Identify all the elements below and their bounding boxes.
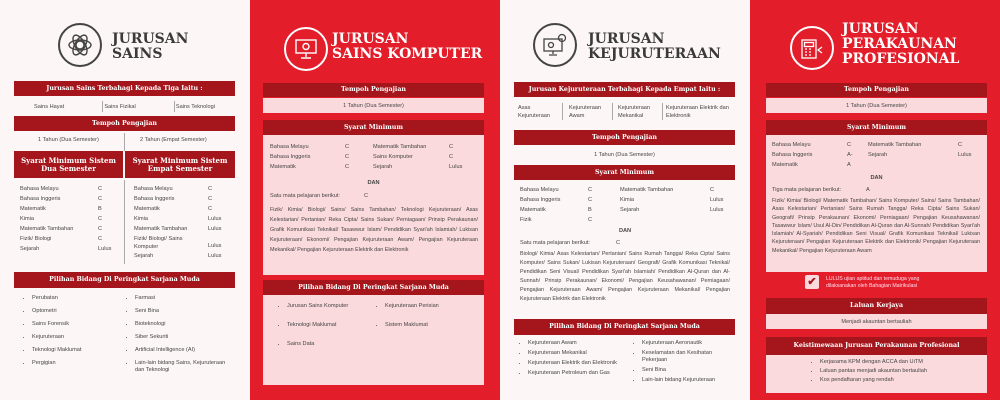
subject-name: Bahasa Melayu (20, 186, 59, 192)
pilihan-list-right (632, 340, 737, 387)
syarat-list-left (520, 185, 608, 225)
syarat-dua-heading: Syarat Minimum Sistem Dua Semester (14, 151, 123, 178)
pilihan-list-right (125, 295, 235, 380)
list-item: • Keselamatan dan Kesihatan Pekerjaan (642, 350, 737, 364)
dan-label: DAN (618, 228, 632, 234)
list-item: • Kejuruteraan (32, 334, 122, 341)
tempoh-heading: Tempoh Pengajian (766, 83, 987, 97)
subject-name: Bahasa Inggeris (270, 154, 311, 160)
list-item: • Sistem Maklumat (385, 322, 475, 329)
list-item: • Siber Sekuriti (135, 334, 235, 341)
list-item: • Kerjasama KPM dengan ACCA dan UiTM (820, 359, 980, 366)
list-item: • Laluan pantas menjadi akauntan bertauliah (820, 368, 980, 375)
stream-item: Sains Hayat (34, 103, 65, 110)
syarat-dua-list (20, 184, 118, 254)
requirement-row (270, 162, 365, 172)
list-item: • Lain-lain bidang Kejuruteraan (642, 377, 737, 384)
subject-name: Sejarah (134, 253, 154, 259)
pilihan-list-left (22, 295, 122, 373)
subject-grade: Lulus (208, 226, 222, 232)
page-title: JURUSAN SAINS (112, 31, 189, 62)
requirement-row (20, 214, 118, 224)
subject-grade: C (208, 196, 213, 202)
computer-monitor-icon (284, 27, 328, 71)
satu-grade: C (616, 240, 621, 246)
tempoh-value (766, 98, 987, 113)
subject-name: Sains Komputer (373, 154, 413, 160)
tempoh-heading: Tempoh Pengajian (263, 83, 484, 97)
pilihan-list-right (375, 303, 475, 341)
syarat-heading: Syarat Minimum (263, 120, 484, 135)
requirement-row (20, 244, 118, 254)
subject-grade: C (98, 226, 103, 232)
list-item: • Bioteknologi (135, 321, 235, 328)
subject-name: Sejarah (868, 152, 888, 158)
subject-grade: C (98, 216, 103, 222)
stream-item: Kejuruteraan Awam (569, 105, 602, 119)
subjects-list: Fizik/ Kimia/ Biologi/ Matematik Tambahan/ Sains Komputer/ Sains/ Sains Tambahan/ Asas Kelestarian/ Pertanian/ Sains Rumah Tangga/ Reka Cipta/ Sains Sukan/ Geografi/ Prinsip Perakaunan/ Ekonomi/ Perniagaan/ Pengajian Keusahawanan/ Tasawwur Islam/ Usul Al-Din/ Pendidikan Al-Quran dan Al-Sunnah/ Pendidikan Syari'ah Islamiah/ Al-Syariah/ Pendidikan Seni Visual/ Grafik Komunikasi Teknikal/ Lukisan Kejuruteraan/ Pengajian Kejuruteraan Elektrik dan Elektronik/ Pengajian Kejuruteraan Mekanikal/ Pengajian Kejuruteraan Awam (772, 198, 980, 254)
list-item: • Pergigian (32, 360, 122, 367)
pilihan-heading: Pilihan Bidang Di Peringkat Sarjana Muda (263, 280, 484, 295)
requirement-row (134, 234, 228, 251)
stream-item: Kejuruteraan Mekanikal (618, 105, 651, 119)
subject-name: Kimia (20, 216, 34, 222)
subject-grade: C (958, 142, 963, 148)
list-item: • Lain-lain bidang Sains, Kejuruteraan dan Teknologi (135, 360, 235, 374)
pilihan-box (263, 295, 484, 385)
subject-name: Bahasa Melayu (520, 187, 559, 193)
subject-grade: B (98, 206, 102, 212)
tempoh-text: 1 Tahun (Dua Semester) (594, 152, 655, 158)
panel-kejuruteraan (500, 0, 750, 400)
tempoh-value (514, 149, 735, 161)
requirement-row (772, 160, 867, 170)
list-item: • Sains Forensik (32, 321, 122, 328)
subject-name: Sejarah (620, 207, 640, 213)
subject-name: Matematik Tambahan (620, 187, 674, 193)
stream-item: Asas Kejuruteraan (518, 105, 551, 119)
subject-grade: C (588, 187, 593, 193)
list-item: • Farmasi (135, 295, 235, 302)
laluan-value (766, 314, 987, 329)
subject-name: Kimia (134, 216, 148, 222)
subject-name: Sejarah (373, 164, 393, 170)
subject-name: Matematik Tambahan (20, 226, 74, 232)
list-item: • Kejuruteraan Petroleum dan Gas (528, 370, 638, 377)
laluan-heading: Laluan Kerjaya (766, 298, 987, 314)
list-item: • Kejuruteraan Awam (528, 340, 638, 347)
stream-item: Sains Teknologi (175, 103, 215, 110)
list-item: • Teknologi Maklumat (32, 347, 122, 354)
requirement-row (520, 195, 608, 205)
stream-item: Sains Fizikal (104, 103, 136, 110)
requirement-row (373, 142, 469, 152)
requirement-row (520, 205, 608, 215)
list-item: • Kejuruteraan Mekanikal (528, 350, 638, 357)
tempoh-heading: Tempoh Pengajian (14, 116, 235, 131)
subject-grade: C (588, 197, 593, 203)
requirement-row (620, 195, 730, 205)
syarat-heading: Syarat Minimum (514, 165, 735, 180)
syarat-box (766, 135, 987, 272)
tiga-label: Tiga mata pelajaran berikut: (772, 187, 842, 193)
list-item: • Seni Bina (642, 367, 737, 374)
list-item: • Sains Data (287, 341, 377, 348)
requirement-row (373, 162, 469, 172)
requirement-row (134, 251, 228, 261)
tiga-grade: A (866, 187, 870, 193)
pilihan-heading: Pilihan Bidang Di Peringkat Sarjana Muda (514, 319, 735, 335)
requirement-row (520, 185, 608, 195)
list-item: • Artificial Intelligence (AI) (135, 347, 235, 354)
pilihan-heading: Pilihan Bidang Di Peringkat Sarjana Muda (14, 272, 235, 288)
requirement-row (772, 150, 867, 160)
subject-grade: C (345, 154, 350, 160)
page-title: JURUSAN PERAKAUNAN PROFESIONAL (842, 21, 960, 67)
requirement-row (520, 215, 608, 225)
requirement-row (373, 152, 469, 162)
requirement-row (134, 204, 228, 214)
subject-grade: Lulus (710, 207, 724, 213)
tempoh-value (263, 98, 484, 113)
subject-grade: B (588, 207, 592, 213)
requirement-row (868, 150, 978, 160)
list-item: • Optometri (32, 308, 122, 315)
pilihan-list-left (277, 303, 377, 360)
subject-grade: Lulus (208, 216, 222, 222)
satu-label: Satu mata pelajaran berikut: (520, 240, 590, 246)
calculator-icon (790, 26, 834, 70)
subject-name: Sejarah (20, 246, 40, 252)
subjects-list: Biologi/ Kimia/ Asas Kelestarian/ Pertanian/ Sains Rumah Tangga/ Reka Cipta/ Sains Komputer/ Sains Sukan/ Lukisan Kejuruteraan/ Geografi/ Grafik Komunikasi Teknikal/ Pendidikan Seni Visual/ Pendidikan Syari'ah Islamiah/ Pendidikan Al-Quran dan Al-Sunnah/ Prinsip Perakaunan/ Ekonomi/ Pengajian Keusahawanan/ Perniagaan/ Pengajian Kejuruteraan Awam/ Pengajian Kejuruteraan Mekanikal/ Pengajian Kejuruteraan Elektrik dan Elektronik (520, 251, 730, 302)
subject-grade: C (588, 217, 593, 223)
subject-name: Bahasa Melayu (134, 186, 173, 192)
engineering-gear-icon (533, 23, 577, 67)
syarat-list-left (270, 142, 365, 172)
subject-grade: C (208, 186, 213, 192)
tempoh-text: 1 Tahun (Dua Semester) (846, 102, 907, 109)
subject-grade: C (710, 187, 715, 193)
subject-grade: C (345, 144, 350, 150)
syarat-list-left (772, 140, 867, 170)
panel-perakaunan (750, 0, 1000, 400)
page-title: JURUSAN KEJURUTERAAN (588, 31, 721, 62)
panel-sains (0, 0, 250, 400)
requirement-row (270, 142, 365, 152)
syarat-heading: Syarat Minimum (766, 120, 987, 135)
keistimewaan-box (766, 355, 987, 393)
list-item: • Jurusan Sains Komputer (287, 303, 377, 310)
subject-name: Fizik (520, 217, 532, 223)
subject-name: Kimia (620, 197, 634, 203)
list-item: • Kos pendaftaran yang rendah (820, 377, 980, 384)
satu-grade: C (364, 193, 369, 199)
subjects-list: Fizik/ Kimia/ Biologi/ Sains/ Sains Tambahan/ Teknologi Kejuruteraan/ Asas Kelestarian/ Pertanian/ Reka Cipta/ Sains Sukan/ Perniagaan/ Prinsip Perakaunan/ Grafik Komunikasi Teknikal/ Tasawwur Islam/ Pendidikan Syari'ah Islamiah/ Lukisan Kejuruteraan/ Ekonomi/ Pengajian Kejuruteraan Awam/ Pengajian Kejuruteraan Mekanikal/ Pengajian Kejuruteraan Elektrik dan Elektronik (270, 207, 478, 253)
tempoh-heading: Tempoh Pengajian (514, 130, 735, 145)
subject-grade: A (847, 162, 851, 168)
requirement-row (134, 194, 228, 204)
subject-name: Matematik (270, 164, 296, 170)
requirement-row (270, 152, 365, 162)
requirement-row (772, 140, 867, 150)
subject-name: Bahasa Inggeris (134, 196, 175, 202)
keistimewaan-heading: Keistimewaan Jurusan Perakaunan Profesional (766, 337, 987, 355)
requirement-row (20, 194, 118, 204)
subject-name: Bahasa Inggeris (772, 152, 813, 158)
subject-grade: Lulus (449, 164, 463, 170)
dan-label: DAN (367, 180, 380, 186)
requirement-row (20, 184, 118, 194)
tempoh-value: 1 Tahun (Dua Semester) (38, 137, 99, 143)
subject-grade: C (847, 142, 852, 148)
list-item: • Kejuruteraan Elektrik dan Elektronik (528, 360, 638, 367)
subject-grade: C (98, 186, 103, 192)
syarat-empat-list (134, 184, 228, 261)
subject-name: Bahasa Melayu (772, 142, 811, 148)
divided-heading: Jurusan Kejuruteraan Terbahagi Kepada Empat Iaitu : (514, 82, 735, 97)
pilihan-list-left (518, 340, 638, 380)
stream-item: Kejuruteraan Elektrik dan Elektronik (666, 105, 729, 119)
subject-grade: Lulus (208, 253, 222, 259)
requirement-row (134, 184, 228, 194)
syarat-empat-heading: Syarat Minimum Sistem Empat Semester (125, 151, 235, 178)
syarat-list-right (373, 142, 469, 172)
streams-row (14, 100, 235, 113)
list-item: • Teknologi Maklumat (287, 322, 377, 329)
requirement-row (620, 185, 730, 195)
subject-grade: Lulus (208, 243, 222, 249)
requirement-row (134, 224, 228, 234)
list-item: • Seni Bina (135, 308, 235, 315)
keistimewaan-list (810, 359, 980, 386)
page-title: JURUSAN SAINS KOMPUTER (332, 31, 483, 62)
subject-grade: C (208, 206, 213, 212)
subject-name: Bahasa Inggeris (20, 196, 61, 202)
tempoh-value: 2 Tahun (Empat Semester) (140, 137, 207, 143)
list-item: • Kejuruteraan Perisian (385, 303, 475, 310)
subject-grade: C (98, 236, 103, 242)
panel-sains-komputer (250, 0, 500, 400)
subject-name: Fizik/ Biologi/ Sains Komputer (134, 236, 183, 250)
subject-name: Matematik (520, 207, 546, 213)
laluan-text: Menjadi akauntan bertauliah (841, 318, 912, 325)
list-item: • Perubatan (32, 295, 122, 302)
requirement-row (20, 224, 118, 234)
subject-grade: C (98, 196, 103, 202)
requirement-row (868, 140, 978, 150)
subject-name: Matematik Tambahan (134, 226, 188, 232)
list-item: • Kejuruteraan Aeronautik (642, 340, 737, 347)
requirement-row (620, 205, 730, 215)
subject-name: Fizik/ Biologi (20, 236, 52, 242)
subject-grade: C (449, 154, 454, 160)
subject-name: Matematik (20, 206, 46, 212)
syarat-list-right (868, 140, 978, 160)
subject-grade: C (449, 144, 454, 150)
subject-grade: Lulus (98, 246, 112, 252)
satu-label: Satu mata pelajaran berikut: (270, 193, 340, 199)
subject-name: Matematik (772, 162, 798, 168)
syarat-box (263, 135, 484, 275)
subject-grade: C (345, 164, 350, 170)
syarat-list-right (620, 185, 730, 215)
requirement-row (134, 214, 228, 224)
tempoh-text: 1 Tahun (Dua Semester) (343, 102, 404, 109)
check-text: LULUS ujian aptitud dan temuduga yang dilaksanakan oleh Bahagian Matrikulasi (826, 276, 920, 289)
subject-grade: Lulus (710, 197, 724, 203)
requirement-row (20, 204, 118, 214)
subject-grade: Lulus (958, 152, 972, 158)
dan-label: DAN (870, 175, 883, 181)
divided-heading: Jurusan Sains Terbahagi Kepada Tiga Iaitu : (14, 81, 235, 96)
subject-grade: A- (847, 152, 853, 158)
subject-name: Bahasa Inggeris (520, 197, 561, 203)
science-molecule-icon (58, 23, 102, 67)
subject-name: Bahasa Melayu (270, 144, 309, 150)
requirement-row (20, 234, 118, 244)
subject-name: Matematik Tambahan (373, 144, 427, 150)
subject-name: Matematik Tambahan (868, 142, 922, 148)
subject-name: Matematik (134, 206, 160, 212)
checkbox-checked-icon: ✔ (805, 275, 819, 289)
